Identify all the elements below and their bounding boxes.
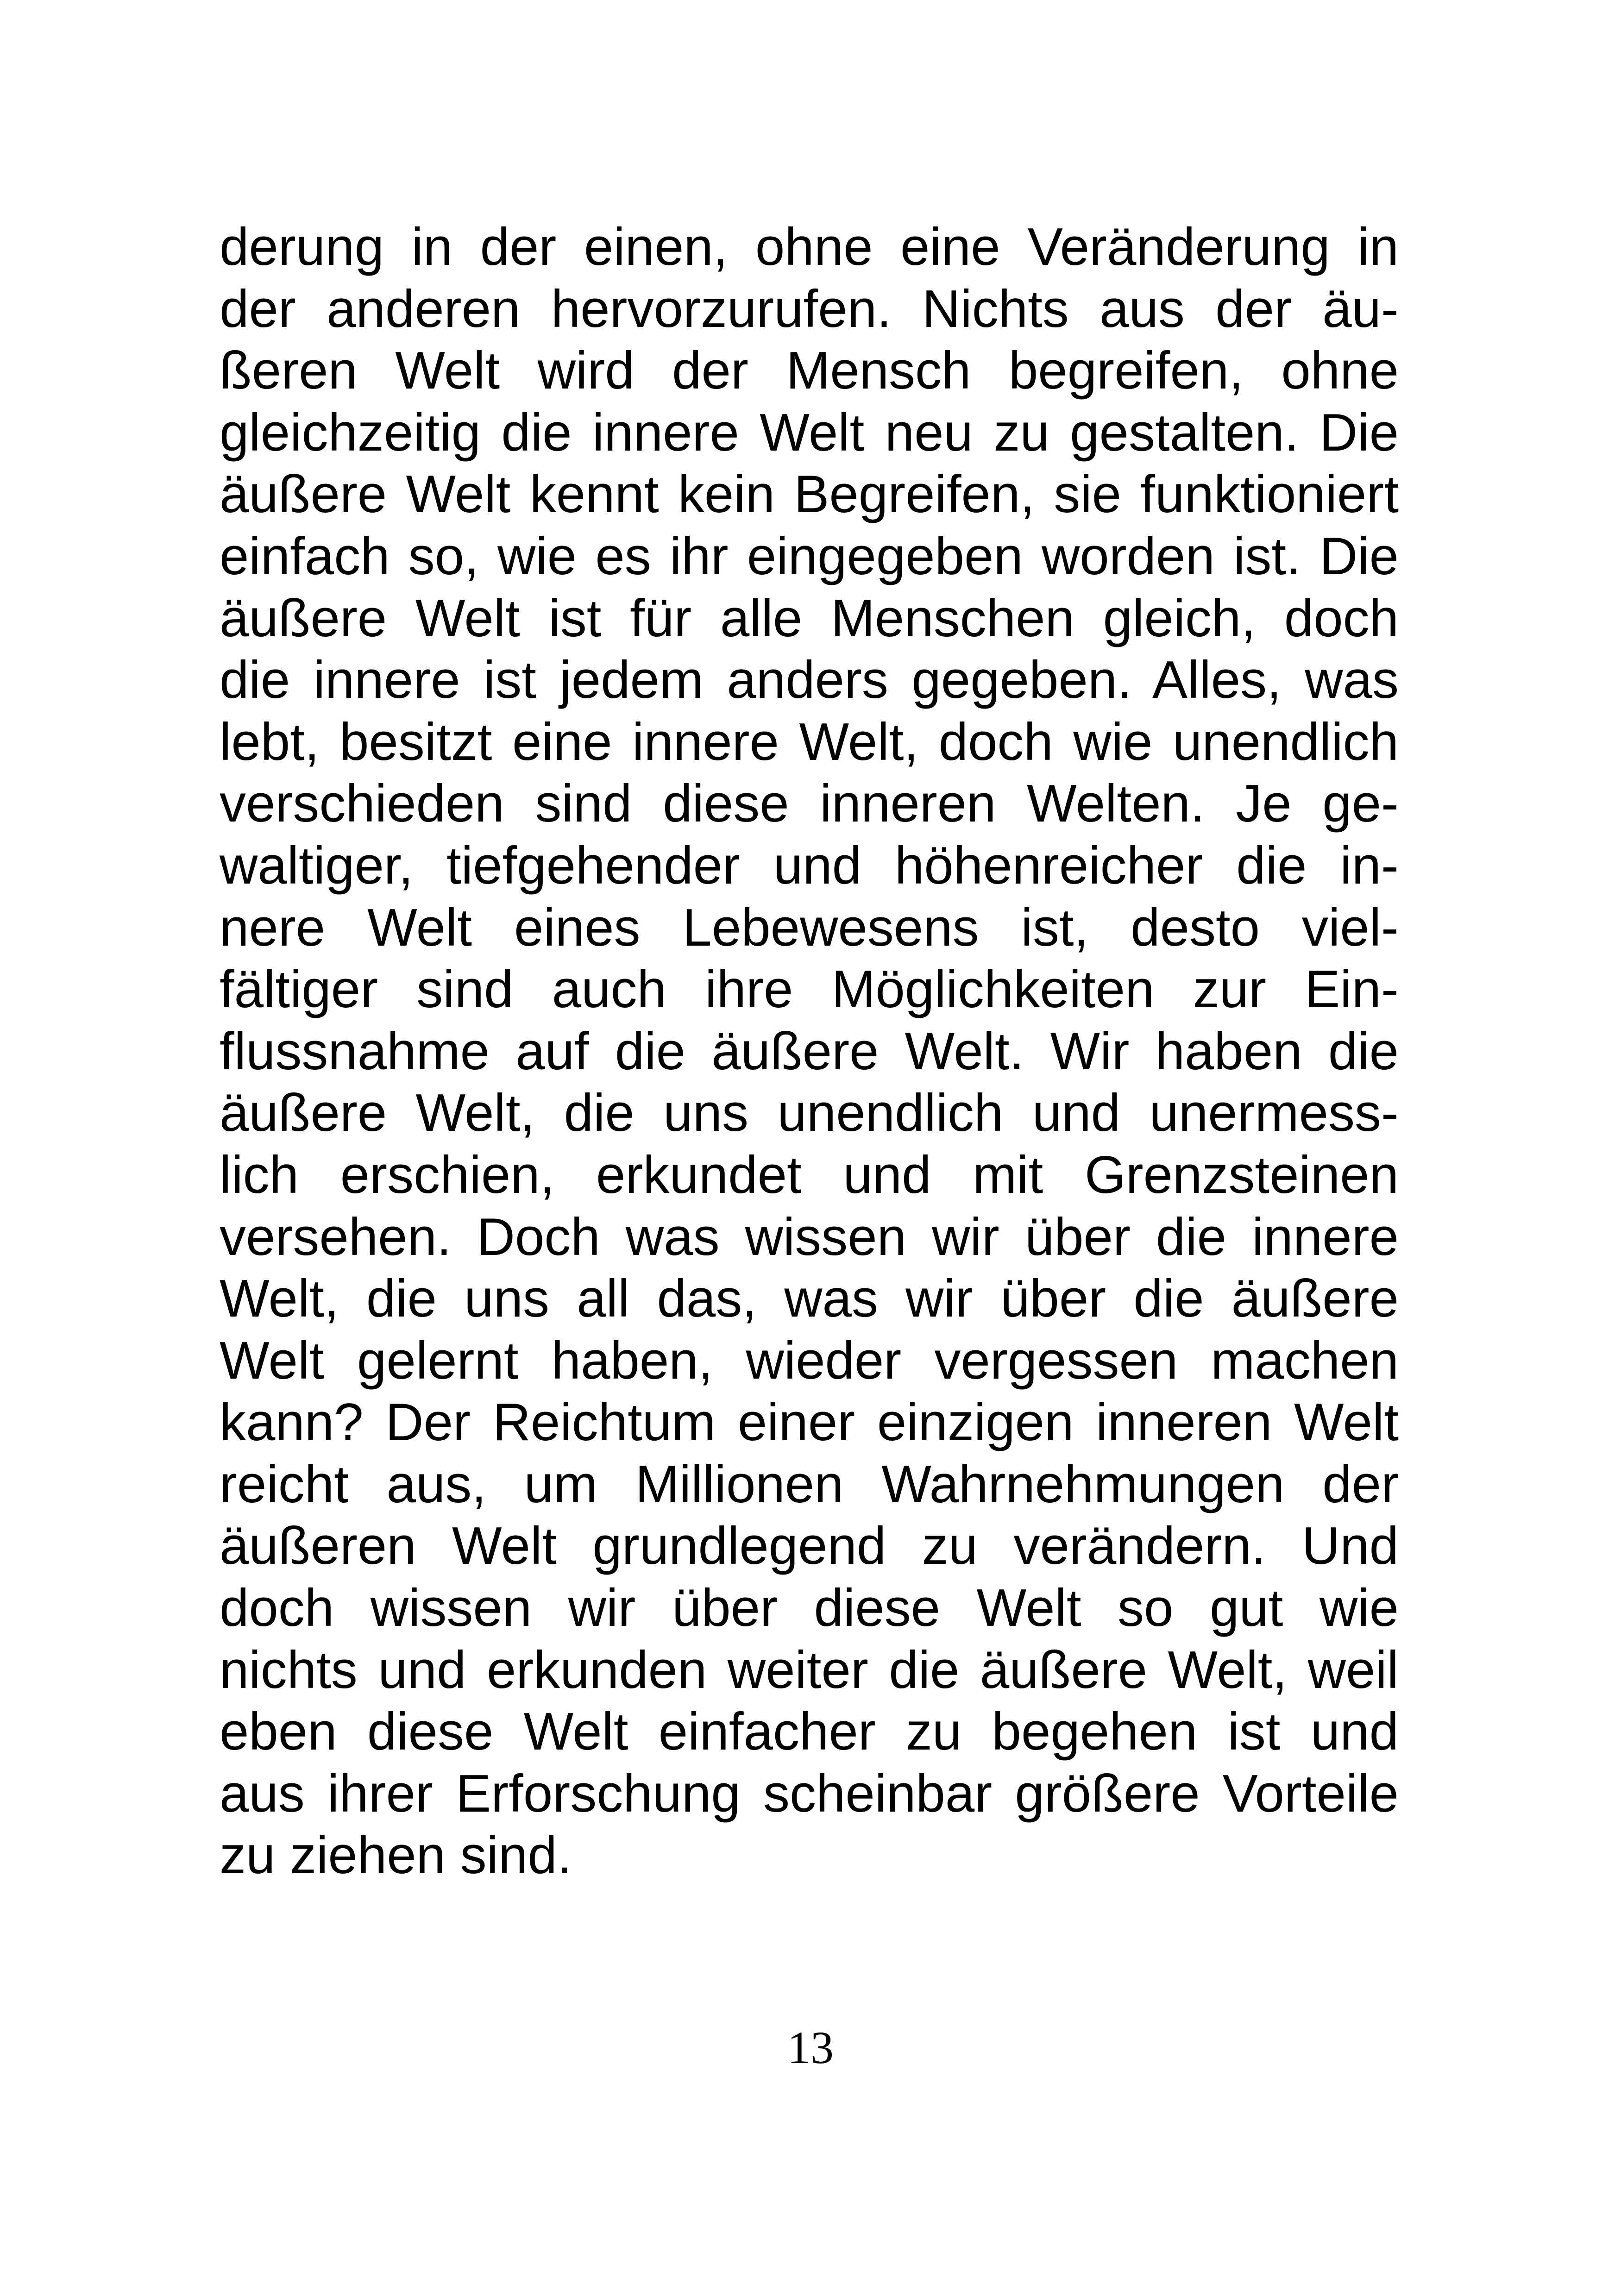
text-line: äußere Welt, die uns unendlich und unermess- <box>220 1084 1399 1143</box>
page-number: 13 <box>787 2022 834 2073</box>
text-line-last: zu ziehen sind. <box>220 1826 572 1885</box>
text-line: lich erschien, erkundet und mit Grenzsteinen <box>220 1145 1399 1204</box>
text-line: fältiger sind auch ihre Möglichkeiten zur Ein- <box>220 960 1399 1019</box>
text-line: aus ihrer Erforschung scheinbar größere Vorteile <box>220 1764 1399 1823</box>
text-line: reicht aus, um Millionen Wahrnehmungen der <box>220 1455 1399 1514</box>
body-text <box>220 216 1399 1887</box>
text-line: doch wissen wir über diese Welt so gut wie <box>220 1579 1399 1638</box>
text-line: Welt, die uns all das, was wir über die äußere <box>220 1269 1399 1329</box>
text-line: kann? Der Reichtum einer einzigen inneren Welt <box>220 1393 1399 1452</box>
text-line: ßeren Welt wird der Mensch begreifen, ohne <box>220 341 1399 401</box>
text-line: äußeren Welt grundlegend zu verändern. Und <box>220 1517 1399 1576</box>
text-line: gleichzeitig die innere Welt neu zu gestalten. Die <box>220 403 1399 462</box>
text-line: nere Welt eines Lebewesens ist, desto viel- <box>220 898 1399 957</box>
text-line: einfach so, wie es ihr eingegeben worden ist. Die <box>220 527 1399 586</box>
text-line: derung in der einen, ohne eine Veränderung in <box>220 218 1399 276</box>
text-line: versehen. Doch was wissen wir über die innere <box>220 1207 1399 1267</box>
text-line: waltiger, tiefgehender und höhenreicher die in- <box>220 836 1399 895</box>
text-line: flussnahme auf die äußere Welt. Wir haben die <box>220 1022 1399 1081</box>
text-line: lebt, besitzt eine innere Welt, doch wie unendlich <box>220 712 1399 772</box>
text-line: eben diese Welt einfacher zu begehen ist und <box>220 1702 1399 1762</box>
text-line: äußere Welt ist für alle Menschen gleich, doch <box>220 589 1399 648</box>
text-line: Welt gelernt haben, wieder vergessen machen <box>220 1331 1399 1390</box>
text-line: verschieden sind diese inneren Welten. Je ge- <box>220 774 1399 834</box>
text-line: der anderen hervorzurufen. Nichts aus der äu- <box>220 279 1399 339</box>
text-line: äußere Welt kennt kein Begreifen, sie funktioniert <box>220 465 1399 524</box>
text-line: die innere ist jedem anders gegeben. Alles, was <box>220 651 1399 710</box>
text-line: nichts und erkunden weiter die äußere Welt, weil <box>220 1640 1399 1700</box>
